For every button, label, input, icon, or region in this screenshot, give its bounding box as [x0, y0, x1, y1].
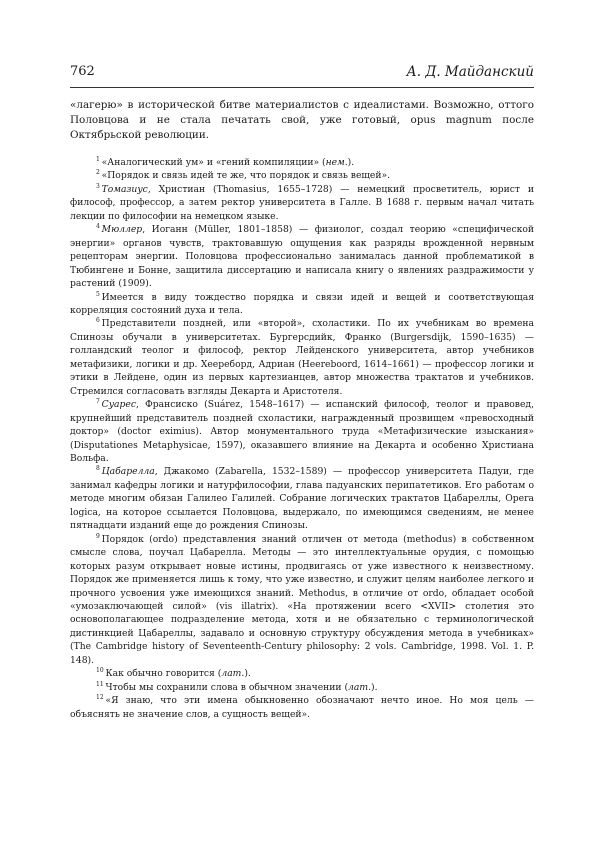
footnote-text: Как обычно говорится ( — [105, 668, 222, 680]
footnote-lang: лат. — [221, 668, 245, 680]
footnote-text: , Франсиско (Suárez, 1548–1617) — испанский философ, теолог и правовед, крупнейший представитель поздней схоластики, награжденный прозвищем «превосходный доктор» (doctor eximius). Автор монументального труда «Метафизические изыскания» (Disputationes Metaphysicae, 1597), оказавшего влияние на Декарта и особенно Христиана Вольфа. — [70, 399, 534, 464]
footnote-11 — [70, 681, 534, 694]
footnote-text: «Порядок и связь идей те же, что порядок и связь вещей». — [101, 170, 391, 182]
footnote-number: 7 — [96, 398, 100, 406]
footnote-tail: ). — [244, 668, 251, 680]
footnote-tail: ). — [347, 157, 355, 168]
page-number: 762 — [70, 64, 95, 79]
footnote-number: 5 — [96, 290, 100, 298]
footnote-number: 2 — [96, 169, 100, 177]
footnote-number: 8 — [96, 465, 100, 473]
footnote-italic: Суарес — [101, 399, 136, 411]
footnote-number: 1 — [96, 155, 100, 163]
page-header — [70, 64, 534, 84]
footnote-text: , Христиан (Thomasius, 1655–1728) — немецкий просветитель, юрист и философ, профессор, а затем ректор университета в Галле. В 1688 г. первым начал читать лекции по философии на немецком языке. — [70, 183, 534, 222]
footnote-7 — [70, 398, 534, 465]
footnote-2 — [70, 169, 534, 182]
footnote-italic: Цабарелла — [101, 466, 155, 478]
footnote-8 — [70, 465, 534, 532]
footnote-text: , Иоганн (Müller, 1801–1858) — физиолог, создал теорию «специфической энергии» органов чувств, трактовавшую ощущения как разряды врожденной нервным рецепторам энергии. Половцова профессионально занималась данной проблематикой в Тюбингене и Бонне, защитила диссертацию и написала книгу о явлениях раздражимости у растений (1909). — [70, 224, 534, 290]
footnote-text: Чтобы мы сохранили слова в обычном значении ( — [105, 681, 349, 693]
footnote-tail: ). — [371, 681, 378, 693]
footnote-lang: лат. — [348, 681, 372, 693]
footnote-lang: нем. — [325, 157, 348, 168]
footnote-10 — [70, 667, 534, 680]
footnote-text: , Джакомо (Zabarella, 1532–1589) — профессор университета Падуи, где занимал кафедры логики и натурфилософии, глава падуанских перипатетиков. Его работам о методе многим обязан Галилео Галилей. Собрание логических трактатов Цабареллы, Opera logica, на которое ссылается Половцова, выдержало, по имеющимся сведениям, не менее пятнадцати изданий еще до рождения Спинозы. — [70, 466, 534, 532]
footnote-number: 4 — [96, 223, 100, 231]
footnote-text: «Я знаю, что эти имена обыкновенно обозначают нечто иное. Но моя цель — объяснять не значение слов, а сущность вещей». — [70, 695, 534, 720]
footnotes — [70, 156, 534, 721]
footnote-6 — [70, 317, 534, 398]
footnote-number: 6 — [96, 317, 100, 325]
footnote-1 — [70, 156, 534, 169]
footnote-3 — [70, 183, 534, 223]
running-head-author: А. Д. Майданский — [406, 64, 534, 80]
footnote-number: 3 — [96, 182, 100, 190]
footnote-text: Представители поздней, или «второй», схоластики. По их учебникам во времена Спинозы обучали в университетах. Бургерсдийк, Франко (Burgersdijk, 1590–1635) — голландский теолог и философ, ректор Лейденского университета, автор учебников метафизики, логики и др. Хеереборд, Адриан (Heereboord, 1614–1661) — профессор логики и этики в Лейдене, один из первых картезианцев, автор множества трактатов и учебников. Стремился согласовать взгляды Декарта и Аристотеля. — [70, 318, 534, 397]
footnote-italic: Томазиус — [101, 183, 148, 195]
footnote-text: «Аналогический ум» и «гений компиляции» ( — [101, 157, 326, 168]
footnote-12 — [70, 694, 534, 721]
footnote-number: 12 — [96, 694, 104, 702]
footnote-number: 9 — [96, 532, 100, 540]
footnote-4 — [70, 223, 534, 290]
footnote-number: 11 — [96, 680, 104, 688]
footnote-italic: Мюллер — [101, 224, 143, 236]
body-paragraph: «лагерю» в исторической битве материалистов с идеалистами. Возможно, оттого Половцова и не стала печатать свой, уже готовый, opus magnum после Октябрьской революции. — [70, 99, 534, 141]
footnote-number: 10 — [96, 667, 104, 675]
footnote-5 — [70, 291, 534, 318]
footnote-9 — [70, 533, 534, 668]
footnote-text: Порядок (ordo) представления знаний отличен от метода (methodus) в собственном смысле слова, поучал Цабарелла. Методы — это интеллектуальные орудия, с помощью которых разум открывает новые истины, продвигаясь от уже известного к неизвестному. Порядок же применяется лишь к тому, что уже известно, и служит целям наиболее легкого и прочного усвоения уже имеющихся знаний. Methodus, в отличие от ordo, обладает особой «умозаключающей силой» (vis illatrix). «На протяжении всего <XVII> столетия это основополагающее подразделение метода, хотя и не обязательно с терминологической дистинкцией Цабареллы, задавало и основную структуру обсуждения метода в учебниках» (The Cambridge history of Seventeenth-Century philosophy: 2 vols. Cambridge, 1998. Vol. 1. P. 148). — [70, 533, 534, 666]
footnote-text: Имеется в виду тождество порядка и связи идей и вещей и соответствующая корреляция состояний духа и тела. — [70, 291, 534, 316]
header-rule — [70, 87, 534, 88]
